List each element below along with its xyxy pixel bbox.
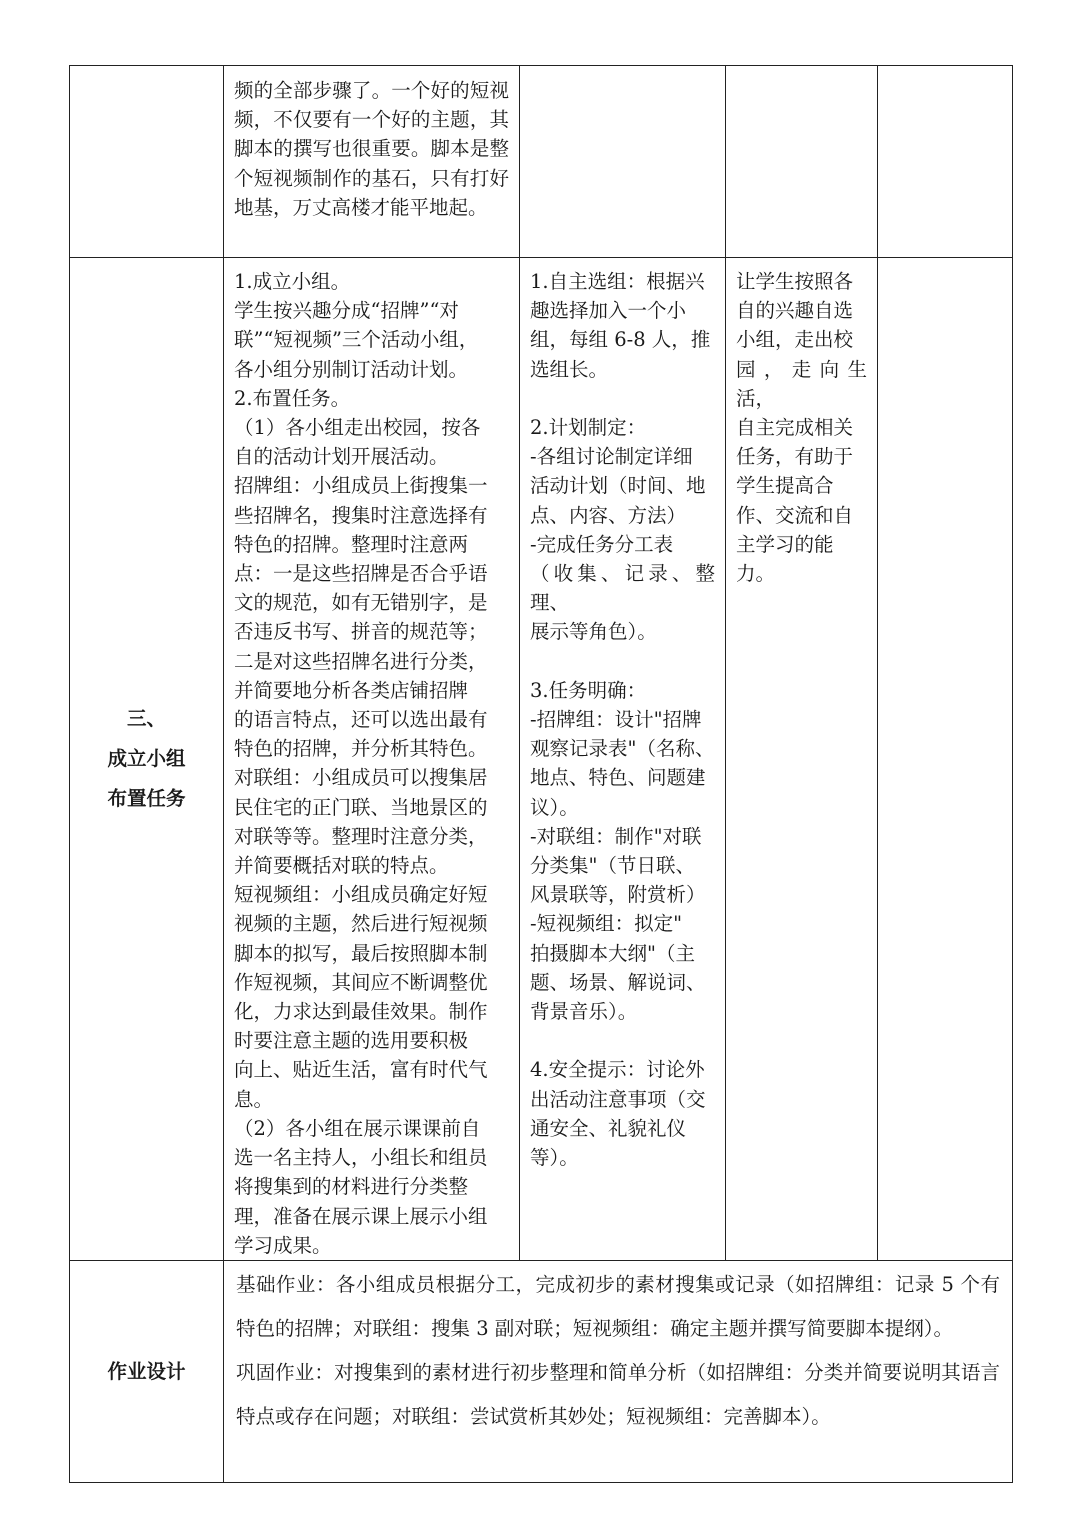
text-line bbox=[530, 1026, 715, 1055]
stage-number: 三、 bbox=[126, 706, 166, 730]
text-line: 学生按兴趣分成“招牌”“对 bbox=[234, 299, 459, 323]
text-line: 让学生按照各 bbox=[736, 270, 854, 293]
text-line: 作、交流和自 bbox=[736, 503, 854, 527]
text-line: 各小组分别制订活动计划。 bbox=[234, 357, 469, 381]
student-activity-cell-empty bbox=[520, 66, 726, 258]
text-line: 二是对这些招牌名进行分类， bbox=[234, 649, 488, 673]
text-line: 特色的招牌。整理时注意两 bbox=[234, 532, 469, 556]
text-line: 民住宅的正门联、当地景区的 bbox=[234, 795, 488, 819]
text-line: （2）各小组在展示课课前自 bbox=[234, 1116, 481, 1140]
text-line: 议）。 bbox=[530, 795, 579, 819]
homework-content-cell bbox=[224, 1260, 1013, 1482]
text-line: 自的兴趣自选 bbox=[736, 299, 854, 323]
text-line: 趣选择加入一个小 bbox=[530, 299, 687, 323]
text-line: 并简要地分析各类店铺招牌 bbox=[234, 678, 469, 702]
text-line: 作短视频，其间应不断调整优 bbox=[234, 970, 488, 994]
text-line: 脚本的拟写，最后按照脚本制 bbox=[234, 941, 488, 965]
design-intent-cell-empty bbox=[726, 66, 878, 258]
text-line: -对联组：制作"对联 bbox=[530, 824, 702, 848]
text-line: （收集、记录、整理、 bbox=[530, 562, 715, 615]
text-line: （1）各小组走出校园，按各 bbox=[234, 416, 481, 440]
text-line: 自主完成相关 bbox=[736, 416, 854, 440]
table-row bbox=[70, 1260, 1013, 1482]
text-line: 否违反书写、拼音的规范等； bbox=[234, 620, 488, 644]
stage-title-line2: 布置任务 bbox=[107, 786, 186, 810]
text-line: 对联组：小组成员可以搜集居 bbox=[234, 766, 488, 790]
text-line: 时要注意主题的选用要积极 bbox=[234, 1029, 469, 1053]
text-line: 题、场景、解说词、 bbox=[530, 970, 706, 994]
consolidation-homework: 巩固作业：对搜集到的素材进行初步整理和简单分析（如招牌组：分类并简要说明其语言特点或存在问题；对联组：尝试赏析其妙处；短视频组：完善脚本）。 bbox=[236, 1360, 1000, 1428]
text-line: 短视频组：小组成员确定好短 bbox=[234, 883, 488, 907]
lesson-plan-table bbox=[69, 65, 1013, 1483]
text-line: -各组讨论制定详细 bbox=[530, 445, 693, 469]
table-row bbox=[70, 258, 1013, 1261]
text-line: 小组，走出校 bbox=[736, 328, 854, 352]
text-line: 通安全、礼貌礼仪 bbox=[530, 1116, 687, 1140]
text-line: 点：一是这些招牌是否合乎语 bbox=[234, 562, 488, 586]
text-line: 1.成立小组。 bbox=[234, 270, 351, 293]
text-line: 风景联等，附赏析） bbox=[530, 883, 706, 907]
homework-stage-cell: 作业设计 bbox=[70, 1260, 224, 1482]
text-line: 主学习的能 bbox=[736, 532, 834, 556]
text-line: 对联等等。整理时注意分类， bbox=[234, 824, 488, 848]
basic-homework: 基础作业：各小组成员根据分工，完成初步的素材搜集或记录（如招牌组：记录 5 个有特色的招牌；对联组：搜集 3 副对联；短视频组：确定主题并撰写简要脚本提纲）。 bbox=[236, 1272, 1000, 1340]
teacher-activity-cell bbox=[224, 258, 520, 1261]
text-line: 化，力求达到最佳效果。制作 bbox=[234, 1000, 488, 1024]
notes-cell-empty bbox=[878, 258, 1013, 1261]
text-line: 将搜集到的材料进行分类整 bbox=[234, 1175, 469, 1199]
text-line: 背景音乐）。 bbox=[530, 1000, 638, 1024]
text-line: 等）。 bbox=[530, 1146, 579, 1170]
text-line: 2.布置任务。 bbox=[234, 386, 351, 410]
text-line: 地点、特色、问题建 bbox=[530, 766, 706, 790]
stage-cell-empty bbox=[70, 66, 224, 258]
text-line: 理，准备在展示课上展示小组 bbox=[234, 1204, 488, 1228]
text-line: 展示等角色）。 bbox=[530, 620, 657, 644]
text-line: 视频的主题，然后进行短视频 bbox=[234, 912, 488, 936]
design-intent-cell bbox=[726, 258, 878, 1261]
text-line bbox=[530, 647, 715, 676]
text-line: 息。 bbox=[234, 1087, 274, 1111]
notes-cell-empty bbox=[878, 66, 1013, 258]
text-line: 的语言特点，还可以选出最有 bbox=[234, 708, 488, 732]
text-line: 任务，有助于 bbox=[736, 445, 854, 469]
text-line: 特色的招牌，并分析其特色。 bbox=[234, 737, 488, 761]
text-line: 点、内容、方法） bbox=[530, 503, 687, 527]
text-line: 些招牌名，搜集时注意选择有 bbox=[234, 503, 488, 527]
student-activity-cell bbox=[520, 258, 726, 1261]
text-line: 文的规范，如有无错别字，是 bbox=[234, 591, 488, 615]
text-line: 联”“短视频”三个活动小组， bbox=[234, 328, 479, 352]
teacher-activity-cell: 频的全部步骤了。一个好的短视频，不仅要有一个好的主题，其脚本的撰写也很重要。脚本是整个短视频制作的基石，只有打好地基，万丈高楼才能平地起。 bbox=[224, 66, 520, 258]
text-line: 力。 bbox=[736, 562, 776, 586]
table-row bbox=[70, 66, 1013, 258]
text-line: 1.自主选组：根据兴 bbox=[530, 270, 705, 293]
text-line: 并简要概括对联的特点。 bbox=[234, 854, 449, 878]
text-line: 分类集"（节日联、 bbox=[530, 854, 695, 878]
text-line: 出活动注意事项（交 bbox=[530, 1087, 706, 1111]
text-line: 选一名主持人，小组长和组员 bbox=[234, 1146, 488, 1170]
text-line: 观察记录表"（名称、 bbox=[530, 737, 715, 761]
text-line: -招牌组：设计"招牌 bbox=[530, 708, 702, 732]
text-line: -短视频组：拟定" bbox=[530, 912, 683, 936]
text-line: 招牌组：小组成员上街搜集一 bbox=[234, 474, 488, 498]
text-line: 学生提高合 bbox=[736, 474, 834, 498]
text-line: 2.计划制定： bbox=[530, 416, 647, 440]
text-line: 3.任务明确： bbox=[530, 678, 647, 702]
text-line: 学习成果。 bbox=[234, 1233, 332, 1257]
text-line: 活动计划（时间、地 bbox=[530, 474, 706, 498]
text-line: 园，走向生活， bbox=[736, 357, 867, 410]
text-line: 自的活动计划开展活动。 bbox=[234, 445, 449, 469]
text-line: 拍摄脚本大纲"（主 bbox=[530, 941, 695, 965]
text-line: 组，每组 6-8 人，推 bbox=[530, 328, 711, 352]
text-line: -完成任务分工表 bbox=[530, 532, 674, 556]
text-line: 选组长。 bbox=[530, 357, 609, 381]
text-line: 向上、贴近生活，富有时代气 bbox=[234, 1058, 488, 1082]
text-line bbox=[530, 384, 715, 413]
stage-title-line1: 成立小组 bbox=[107, 746, 186, 770]
stage-cell bbox=[70, 258, 224, 1261]
text-line: 4.安全提示：讨论外 bbox=[530, 1058, 705, 1082]
